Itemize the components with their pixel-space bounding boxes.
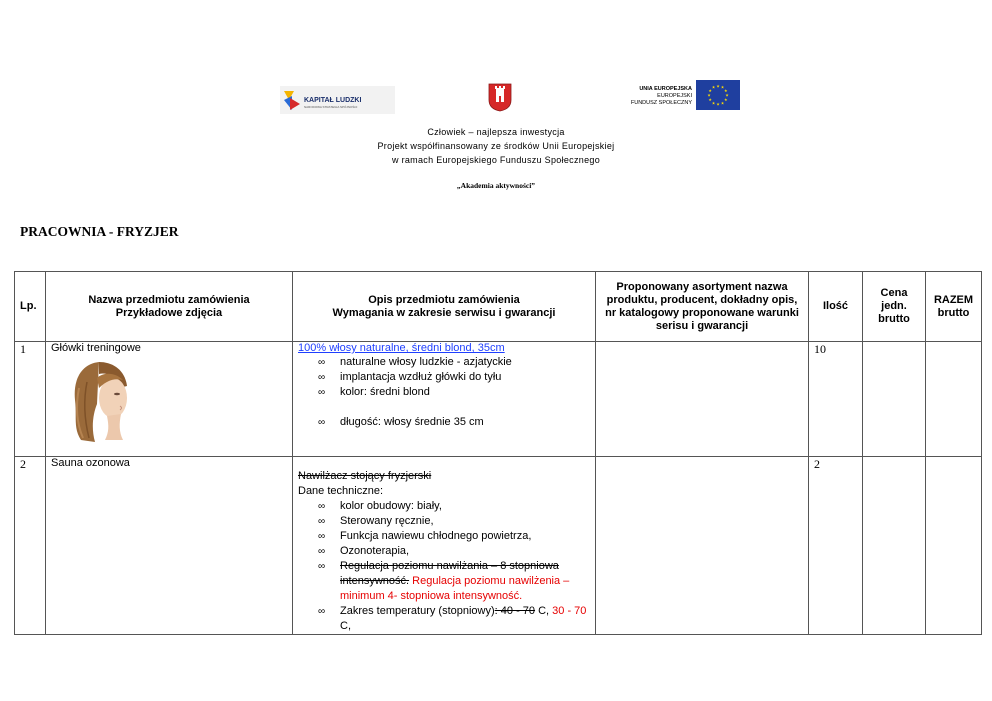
eu-star-icon: ★ <box>716 83 720 89</box>
kapital-ludzki-logo <box>280 86 395 114</box>
list-item: ∞ Funkcja nawiewu chłodnego powietrza, <box>318 529 590 544</box>
eu-star-icon: ★ <box>725 92 729 98</box>
list-item <box>318 559 590 604</box>
eu-star-icon: ★ <box>716 101 720 107</box>
tech-label: Dane techniczne: <box>298 485 383 497</box>
list-item: ∞ Ozonoterapia, <box>318 544 590 559</box>
row-description <box>293 457 596 635</box>
temp-unit: C, <box>535 605 553 617</box>
eu-star-icon: ★ <box>711 84 716 90</box>
row-headline: 100% włosy naturalne, średni blond, 35cm <box>298 342 505 354</box>
row-total[interactable] <box>926 342 982 457</box>
table-row <box>15 457 982 635</box>
row-headline-struck: Nawilżacz stojący fryzjerski <box>298 470 432 482</box>
list-item: ∞ kolor obudowy: biały, <box>318 499 590 514</box>
section-title: PRACOWNIA - FRYZJER <box>20 224 179 239</box>
eu-logo-text: UNIA EUROPEJSKA EUROPEJSKI FUNDUSZ SPOŁECZNY <box>630 86 692 106</box>
header-description: Opis przedmiotu zamówienia Wymagania w zakresie serwisu i gwarancji <box>293 272 596 342</box>
temp-struck: : 40 - 70 <box>494 605 536 617</box>
table-header-row <box>15 272 982 342</box>
reg-new: Regulacja poziomu nawilżenia – minimum 4- stopniowa intensywność. <box>340 575 570 602</box>
header-proposed: Proponowany asortyment nazwa produktu, producent, dokładny opis, nr katalogowy proponowane warunki serisu i gwarancji <box>596 272 809 342</box>
table-row <box>15 342 982 457</box>
temp-new: 30 - 70 <box>552 605 587 617</box>
row-name: Sauna ozonowa <box>51 457 130 469</box>
project-line: Projekt współfinansowany ze środków Unii Europejskiej <box>377 141 615 151</box>
eu-star-icon: ★ <box>720 84 725 90</box>
row-lp: 2 <box>15 457 46 635</box>
spec-list <box>298 499 590 634</box>
row-description <box>293 342 596 457</box>
eu-star-icon: ★ <box>708 97 713 102</box>
row-proposed[interactable] <box>596 457 809 635</box>
list-item: ∞ długość: włosy średnie 35 cm <box>318 415 590 430</box>
row-lp: 1 <box>15 342 46 457</box>
project-line: w ramach Europejskiego Funduszu Społecznego <box>391 155 600 165</box>
spec-list <box>298 355 590 430</box>
header-lp: Lp. <box>15 272 46 342</box>
header-qty: Ilość <box>809 272 863 342</box>
eu-star-icon: ★ <box>723 97 728 102</box>
list-item: ∞ kolor: średni blond <box>318 385 590 400</box>
order-table <box>14 271 982 635</box>
list-item: ∞ implantacja wzdłuż główki do tyłu <box>318 370 590 385</box>
row-name-cell <box>46 342 293 457</box>
temp-prefix: Zakres temperatury (stopniowy) <box>340 605 495 617</box>
header-name: Nazwa przedmiotu zamówienia Przykładowe zdjęcia <box>46 272 293 342</box>
list-item: ∞ Sterowany ręcznie, <box>318 514 590 529</box>
eu-star-icon: ★ <box>708 88 713 93</box>
row-name-cell <box>46 457 293 635</box>
eu-star-icon: ★ <box>720 100 725 106</box>
city-crest-logo <box>487 82 513 112</box>
project-line: Człowiek – najlepsza inwestycja <box>427 127 565 137</box>
svg-text:KAPITAŁ LUDZKI: KAPITAŁ LUDZKI <box>304 97 362 104</box>
eu-flag-logo <box>696 80 740 110</box>
row-name: Główki treningowe <box>51 342 141 354</box>
header-unit-price: Cena jedn. brutto <box>863 272 926 342</box>
row-qty: 2 <box>809 457 863 635</box>
list-item: ∞ naturalne włosy ludzkie - azjatyckie <box>318 355 590 370</box>
row-qty: 10 <box>809 342 863 457</box>
eu-star-icon: ★ <box>711 100 716 106</box>
project-info <box>0 125 992 167</box>
reg-struck: Regulacja poziomu nawilżania – 8 stopniowa intensywność. <box>340 560 559 587</box>
mannequin-head-image <box>69 358 139 444</box>
row-total[interactable] <box>926 457 982 635</box>
temp-suffix: C, <box>340 620 351 632</box>
row-unit-price[interactable] <box>863 342 926 457</box>
header-total: RAZEM brutto <box>926 272 982 342</box>
row-unit-price[interactable] <box>863 457 926 635</box>
project-motto: „Akademia aktywności” <box>456 181 536 190</box>
row-proposed[interactable] <box>596 342 809 457</box>
eu-star-icon: ★ <box>707 92 711 98</box>
svg-text:NARODOWA STRATEGIA SPÓJNOŚCI: NARODOWA STRATEGIA SPÓJNOŚCI <box>304 105 358 109</box>
list-item <box>318 604 590 634</box>
eu-star-icon: ★ <box>723 88 728 93</box>
